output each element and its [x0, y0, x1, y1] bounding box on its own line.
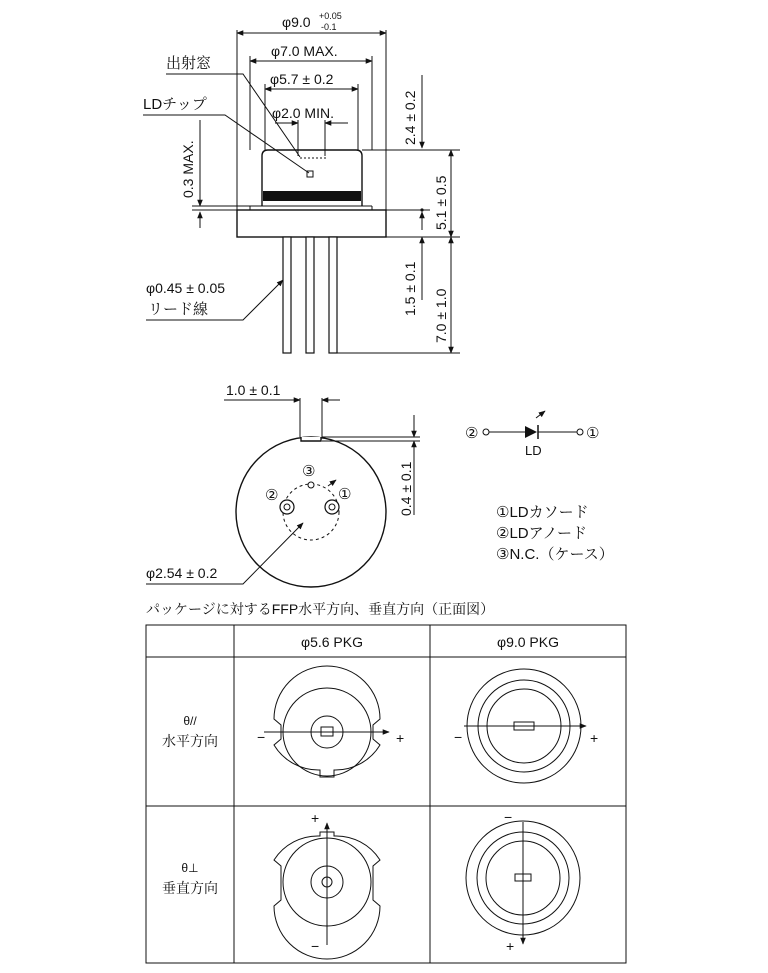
legend-item: ②LDアノード	[496, 525, 587, 542]
key-width-label: 1.0 ± 0.1	[226, 382, 281, 398]
pin-3	[308, 482, 314, 488]
pin-circle-label: φ2.54 ± 0.2	[146, 565, 218, 581]
pkg56-vertical	[274, 810, 380, 959]
schem-pin2: ②	[465, 425, 479, 442]
plus-label: +	[590, 730, 599, 746]
pkg90-vertical	[466, 809, 580, 954]
pin2-label: ②	[265, 487, 279, 504]
chip-offset-label: 0.3 MAX.	[180, 140, 196, 198]
bottom-view	[146, 382, 420, 587]
minus-label: −	[454, 729, 463, 745]
leads	[283, 237, 337, 353]
cap-dia-label: φ5.7 ± 0.2	[270, 71, 334, 87]
flange-thickness-label: 1.5 ± 0.1	[402, 261, 418, 316]
ffp-table	[146, 625, 626, 963]
outer-tol-minus: -0.1	[321, 22, 337, 32]
lead-dia-label: φ0.45 ± 0.05	[146, 280, 226, 296]
window-label: 出射窓	[166, 55, 212, 72]
plus-label: +	[311, 810, 320, 826]
legend-item: ③N.C.（ケース）	[496, 546, 614, 563]
row-label: 水平方向	[162, 733, 218, 749]
pin3-label: ③	[302, 463, 316, 480]
col-header: φ5.6 PKG	[301, 634, 363, 650]
minus-label: −	[257, 729, 266, 745]
outer-dia-label: φ9.0	[282, 14, 311, 30]
key-notch	[301, 437, 321, 441]
row-symbol: θ//	[183, 714, 197, 728]
plus-label: +	[396, 730, 405, 746]
schem-ld: LD	[525, 443, 542, 458]
pin1-label: ①	[338, 486, 352, 503]
lead-label: リード線	[148, 301, 209, 318]
side-view	[143, 11, 460, 353]
diode-symbol	[525, 426, 537, 438]
pin-legend	[496, 504, 614, 563]
row-label: 垂直方向	[162, 880, 218, 896]
pkg90-horizontal	[454, 669, 598, 783]
row-symbol: θ⊥	[181, 861, 199, 875]
legend-item: ①LDカソード	[496, 504, 589, 521]
minus-label: −	[504, 809, 513, 825]
schematic	[465, 411, 599, 458]
outer-tol-plus: +0.05	[319, 11, 342, 21]
base-circle	[236, 437, 386, 587]
plus-label: +	[506, 938, 515, 954]
schem-pin1: ①	[586, 425, 600, 442]
chip-label: LDチップ	[143, 96, 207, 113]
table-title: パッケージに対するFFP水平方向、垂直方向（正面図）	[146, 601, 495, 617]
key-depth-label: 0.4 ± 0.1	[398, 461, 414, 516]
col-header: φ9.0 PKG	[497, 634, 559, 650]
height-body-label: 5.1 ± 0.5	[433, 175, 449, 230]
window-min-label: φ2.0 MIN.	[272, 105, 334, 121]
pkg56-horizontal	[257, 666, 404, 777]
lead-length-label: 7.0 ± 1.0	[433, 288, 449, 343]
height-cap-label: 2.4 ± 0.2	[402, 90, 418, 145]
flange	[237, 210, 386, 237]
minus-label: −	[311, 938, 320, 954]
cap-max-label: φ7.0 MAX.	[271, 43, 338, 59]
